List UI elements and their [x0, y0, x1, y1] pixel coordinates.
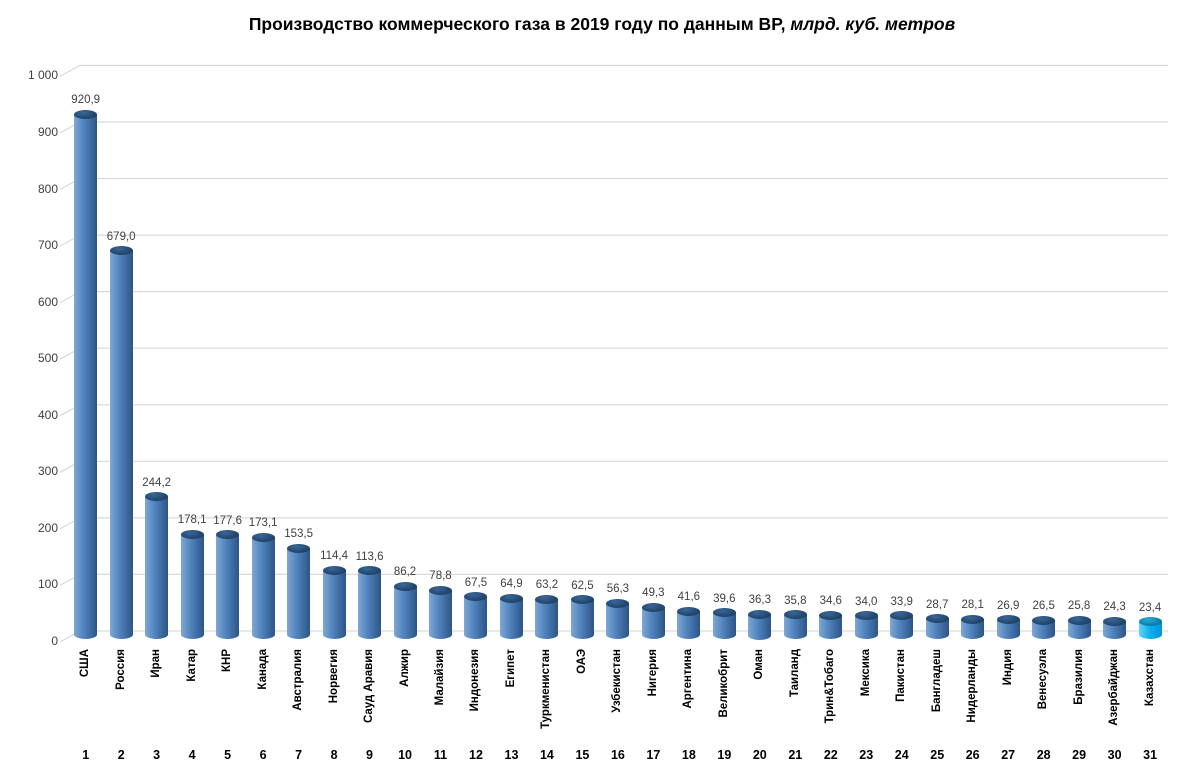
x-axis-rank-label: 30: [1107, 748, 1122, 762]
x-axis-rank-label: 8: [330, 748, 338, 762]
gridline: [60, 235, 1168, 246]
x-axis-rank-label: 22: [823, 748, 838, 762]
x-axis-rank-label: 14: [539, 748, 554, 762]
x-axis-category-label: Таиланд: [788, 649, 801, 698]
x-axis-rank-label: 4: [188, 748, 196, 762]
x-axis-category-label: Азербайджан: [1108, 649, 1121, 726]
bar-value-label: 33,9: [890, 595, 913, 608]
bar-value-label: 920,9: [71, 94, 101, 107]
y-axis-tick-label: 700: [37, 238, 58, 253]
x-axis-rank-label: 23: [859, 748, 874, 762]
bar-value-label: 34,6: [819, 595, 842, 608]
bar-value-label: 28,7: [926, 598, 949, 611]
x-axis-category-label: Индия: [1001, 649, 1014, 686]
bar-cylinder: [926, 619, 949, 635]
chart-title-main: Производство коммерческого газа в 2019 году по данным BP,: [248, 14, 786, 34]
bar-value-label: 56,3: [606, 583, 630, 596]
x-axis-category-label: Алжир: [398, 649, 411, 687]
y-axis-tick-label: 300: [37, 464, 58, 479]
bar-cylinder: [606, 603, 629, 635]
y-axis-tick-label: 500: [37, 351, 58, 366]
y-axis-tick-label: 100: [37, 577, 58, 592]
bar-value-label: 24,3: [1103, 601, 1126, 614]
bar-value-label: 26,9: [996, 599, 1020, 612]
bar-cylinder: [500, 598, 523, 635]
x-axis-rank-label: 18: [681, 748, 696, 762]
bar-shaft: [500, 598, 523, 635]
bar-cylinder: [252, 537, 275, 635]
x-axis-category-label: Венесуэла: [1037, 649, 1050, 710]
x-axis-category-label: Великобрит: [717, 649, 730, 718]
bar-value-label: 114,4: [320, 550, 349, 563]
bar-value-label: 177,6: [213, 514, 242, 527]
bar-shaft: [429, 590, 452, 635]
bar-value-label: 178,1: [177, 514, 207, 527]
bar-cylinder: [819, 615, 842, 635]
y-axis-tick-label: 600: [37, 294, 58, 309]
bar-cylinder: [464, 597, 487, 635]
chart-title-unit: млрд. куб. метров: [785, 14, 956, 34]
x-axis-rank-label: 21: [788, 748, 803, 762]
x-axis-category-label: Сауд Аравия: [363, 649, 376, 724]
bar-top-cap: [500, 594, 523, 603]
bar-cylinder: [855, 616, 878, 635]
x-axis-rank-label: 28: [1036, 748, 1051, 762]
bar-value-label: 49,3: [642, 587, 665, 600]
x-axis-rank-label: 6: [259, 748, 267, 762]
bar-top-cap: [74, 110, 97, 119]
bar-cylinder: [961, 619, 984, 635]
bar-shaft: [74, 114, 97, 635]
x-axis-category-label: США: [79, 649, 92, 678]
bar-value-label: 41,6: [677, 591, 701, 604]
bar-top-cap: [819, 611, 842, 620]
x-axis-category-label: Туркменистан: [540, 649, 553, 729]
bar-value-label: 64,9: [500, 578, 523, 591]
x-axis-category-label: Австралия: [292, 649, 305, 711]
x-axis-rank-label: 10: [398, 748, 412, 762]
bar-top-cap: [1032, 616, 1055, 625]
x-axis-category-label: Пакистан: [895, 649, 908, 702]
bar-shaft: [323, 570, 346, 635]
gridline: [60, 179, 1168, 190]
bar-cylinder: [1103, 621, 1126, 635]
bar-top-cap: [1068, 616, 1091, 625]
x-axis-rank-label: 3: [153, 748, 161, 762]
x-axis-rank-label: 25: [930, 748, 945, 762]
bar-cylinder: [677, 611, 700, 635]
x-axis-rank-label: 13: [504, 748, 519, 762]
bar-value-label: 25,8: [1067, 600, 1091, 613]
x-axis-rank-label: 29: [1072, 748, 1087, 762]
y-axis-tick-label: 0: [51, 634, 58, 648]
bar-value-label: 67,5: [464, 576, 488, 589]
bar-shaft: [394, 586, 417, 635]
bar-shaft: [110, 251, 133, 635]
bar-value-label: 78,8: [429, 570, 452, 583]
x-axis-rank-label: 2: [117, 748, 125, 762]
y-axis-tick-label: 900: [37, 124, 58, 139]
bar-value-label: 26,5: [1032, 600, 1055, 612]
bar-cylinder: [74, 114, 97, 635]
bar-cylinder: [1032, 620, 1055, 635]
x-axis-rank-label: 17: [646, 748, 661, 762]
bar-cylinder: [181, 534, 204, 635]
bar-value-label: 86,2: [393, 566, 417, 579]
x-axis-category-label: КНР: [221, 649, 234, 672]
x-axis-rank-label: 27: [1001, 748, 1016, 762]
gridline: [60, 122, 1168, 133]
bar-shaft: [358, 571, 381, 635]
x-axis-rank-label: 11: [433, 748, 448, 762]
x-axis-rank-label: 19: [717, 748, 732, 762]
x-axis-category-label: Канада: [256, 649, 269, 690]
bar-cylinder: [1068, 620, 1091, 635]
bar-cylinder: [997, 620, 1020, 635]
x-axis-category-label: Норвегия: [327, 649, 340, 704]
x-axis-category-label: ОАЭ: [575, 649, 588, 674]
x-axis-category-label: Индонезия: [469, 649, 482, 712]
y-axis-tick-label: 800: [37, 181, 58, 196]
gridline: [60, 461, 1168, 472]
x-axis-category-label: Узбекистан: [611, 649, 624, 713]
bar-value-label: 34,0: [855, 595, 878, 608]
bar-value-label: 153,5: [284, 528, 313, 541]
x-axis-category-label: Россия: [114, 649, 127, 690]
bar-value-label: 36,3: [748, 594, 771, 607]
gridline: [60, 65, 1168, 76]
bar-cylinder: [394, 586, 417, 635]
x-axis-rank-label: 9: [366, 748, 373, 762]
bar-shaft: [464, 597, 487, 635]
x-axis-category-label: Бангладеш: [930, 649, 943, 713]
bar-value-label: 35,8: [784, 594, 807, 607]
x-axis-category-label: Бразилия: [1072, 649, 1085, 705]
bar-cylinder: [216, 535, 239, 635]
bar-value-label: 244,2: [142, 476, 172, 489]
gridline: [60, 348, 1168, 359]
x-axis-rank-label: 12: [469, 748, 483, 762]
x-axis-rank-label: 26: [965, 748, 980, 762]
x-axis-rank-label: 16: [610, 748, 625, 762]
bar-cylinder: [323, 570, 346, 635]
gridline: [60, 405, 1168, 416]
bar-bottom-cap: [748, 631, 771, 640]
bar-cylinder: [713, 613, 736, 635]
x-axis-category-label: Катар: [185, 649, 198, 682]
x-axis-category-label: Казахстан: [1143, 649, 1156, 707]
gridline: [60, 292, 1168, 303]
bar-cylinder: [571, 600, 594, 635]
bar-cylinder: [429, 590, 452, 635]
bar-top-cap: [535, 595, 558, 604]
x-axis-category-label: Иран: [150, 649, 163, 678]
y-axis-tick-label: 400: [37, 407, 58, 422]
x-axis-rank-label: 15: [575, 748, 590, 762]
x-axis-category-label: Египет: [504, 649, 517, 688]
bar-top-cap: [181, 530, 204, 539]
bar-cylinder: [535, 599, 558, 635]
bar-value-label: 63,2: [535, 579, 559, 592]
bar-cylinder: [784, 615, 807, 635]
bar-cylinder: [1139, 622, 1162, 635]
x-axis-category-label: Нидерланды: [966, 649, 979, 723]
bar-top-cap: [323, 566, 346, 575]
bar-shaft: [252, 537, 275, 635]
bar-cylinder: [748, 614, 771, 635]
bar-value-label: 28,1: [961, 599, 984, 612]
y-axis-tick-label: 200: [37, 520, 58, 535]
x-axis-category-label: Трин&Тобаго: [824, 649, 837, 724]
bar-value-label: 173,1: [248, 517, 278, 530]
x-axis-rank-label: 20: [752, 748, 767, 762]
x-axis-category-label: Малайзия: [434, 649, 446, 706]
x-axis-category-label: Мексика: [859, 649, 872, 697]
x-axis-rank-label: 31: [1143, 748, 1158, 762]
bar-value-label: 39,6: [713, 592, 736, 605]
y-axis-tick-label: 1 000: [27, 68, 58, 83]
bar-shaft: [181, 534, 204, 635]
bar-value-label: 679,0: [106, 230, 136, 243]
bar-shaft: [216, 535, 239, 635]
x-axis-rank-label: 5: [224, 748, 232, 762]
x-axis-category-label: Аргентина: [682, 649, 695, 709]
x-axis-category-label: Нигерия: [646, 649, 659, 697]
x-axis-rank-label: 7: [295, 748, 303, 762]
bar-value-label: 23,4: [1138, 601, 1162, 614]
bar-cylinder: [110, 251, 133, 635]
bar-top-cap: [961, 615, 984, 624]
x-axis-rank-label: 24: [894, 748, 909, 762]
x-axis-rank-label: 1: [82, 748, 90, 762]
bar-cylinder: [358, 571, 381, 635]
x-axis-category-label: Оман: [753, 649, 766, 680]
bar-cylinder: [890, 616, 913, 635]
bar-top-cap: [713, 608, 736, 617]
bar-value-label: 62,5: [571, 579, 594, 592]
bar-top-cap: [1103, 617, 1126, 626]
bar-value-label: 113,6: [355, 550, 384, 563]
bar-cylinder: [642, 607, 665, 635]
